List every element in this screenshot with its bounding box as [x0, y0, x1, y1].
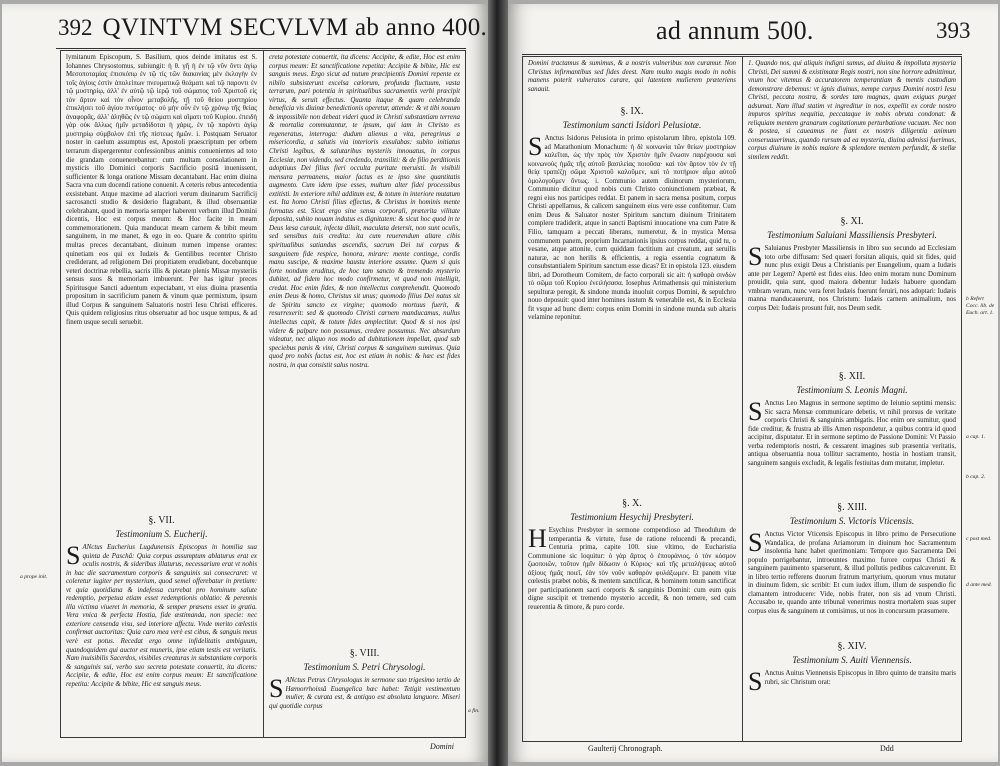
- right-col2-sec14-text: Anctus Auitus Viennensis Episcopus in libro quinto de transitu maris rubri, sic Christum orat:: [764, 670, 956, 686]
- drop-cap-xii: S: [748, 400, 763, 426]
- section-heading-xii: §. XII.: [838, 371, 866, 382]
- section-title-vii: Testimonium S. Eucherij.: [115, 529, 208, 539]
- section-heading-xiv: §. XIV.: [837, 641, 867, 652]
- book-gutter: [488, 0, 508, 766]
- drop-cap-xiv: S: [748, 670, 763, 696]
- right-header-rule: [522, 54, 962, 55]
- left-col2-opening-text: creta potestate conuertit, ita dicens: Accipite, & edite, Hoc est enim corpus meum: Et sanctificatione repetita: Accipite & bibite, Hic est sanguis meus. Ergo sicut ad nutum præcipientis Domini repente ex nihilo subsisterunt excelsa cælorum, profunda fluctuum, vasta terrarum, pari potentia in spiritualibus sacramentis verbi præcipit virtus, & seruit effectus. Quanta itaque & quam celebranda beneficia vis diuinæ benedictionis operetur, attende: & vt tibi nouum & impossibile non debeat videri quod in Christi substantiam terrena & mortalia commutantur, te ipsum, qui iam in Christo es regeneratus, interroga: dudum alienus a vita, peregrinus a misericordia, a salutis via interioris exsulabas: subito initiatus Christi legibus, & salutaribus mysteriis innouatus, in corpus Ecclesiæ, non videndo, sed credendo, transiliti: & de filio perditionis adoptiuus Dei filius fieri occulta puritate meruisti. In visibili mensura permanens, maior factus es te ipso sine quantitatis augmento. Cum idem ipse esses, multum alter fidei processibus extitisti. In exteriore nihil additum est, & totum in interiore mutatum est. Ita homo Christi filius effectus, & Christus in hominis mente formatus est. Sicut ergo sine sensu corporali, præterita vilitate deposita, subito nouam indutus es dignitatem: & sicut hoc quod in te Deus læsa curauit, infecta diluit, maculata detersit, non sunt oculis, sed sensibus tuis credita: ita cum reuerendum altare cibis spiritualibus satiandus ascendis, sacrum Dei tui corpus & sanguinem fide respice, honora, mirare: mente continge, cordis manu suscipe, & maxime haustu interiore assume. Quem si quis forte nondum eruditus, de hoc tam sancto & tremendo mysterio dubitet, ad fidem hoc modo confirmetur, vt quod non intelligit, credat. Hoc enim fides, & non intellectus comprehendit. Quomodo enim Deus & homo, Christus sit unus; quomodo filius Dei natus sit de Spiritu sancto ex virgine; quomodo mortuus fuerit, & resurrexerit: sed & quomodo Christi carnem manducamus, nullus intellectus capit, & totum fides amplectitur. Quod & si nos ipsi videre & palpare non possumus, credere possumus. Nec absurdum videatur, nec aliquo nos modo ad dubitationem impellat, quod sub speciebus panis & vini, Christi corpus & sanguinem sumimus. Quia quod pro nobis factus est, hoc est etiam in nobis: & hæc est fides nostra, in qua consistit salus nostra.: [269, 54, 460, 369]
- drop-cap-x: H: [528, 527, 547, 553]
- left-running-head: [58, 14, 487, 42]
- margin-note-4: c post med.: [966, 536, 992, 542]
- section-title-x: Testimonium Hesychij Presbyteri.: [570, 512, 694, 522]
- left-col1-opening-text: lymitanum Episcopum, S. Basilium, quos deinde imitatus est S. Iohannes Chrysostomus, subiungit: ἡ θ. γῆ ἡ ἐν τῷ νῦν ὄντι ἁγίῳ Μεσοποταμίας ἐπισκόπῳ ἐν τῷ τίς τῶν διακονίας μὲν ἐκλογὴν ἐν τοῖς ἁγίοις ἐστὶν ἀπολείπων πνευματικῷ θεάματι καὶ τῷ παροντι ἐν τῷ μυστηρίῳ, ἀλλ' ἐν αὐτῷ τῷ ἱερῷ τοῦ σώματος τοῦ Χριστοῦ εἰς τὸν ἄρτον καὶ τὸν οἶνον μεταβολῆς, τῇ τοῦ θείου μυστηρίου ἐπικλήσει τοῦ ἁγίου πνεύματος· οὐ μὴν οὖν ἐν τῷ χρόνῳ τῆς θείας ἀναφορᾶς, ἀλλ' ἀληθῶς ἐν τῷ σώματι καὶ αἵματι τοῦ Κυρίου. ἐπειδὴ γὰρ οὐκ ἄλλως ἡμῖν μεταδίδοται ἡ χάρις, ἐν τῷ παρόντι ἀγίῳ μυστηρίῳ σύμβολον ἐπὶ τῆς πίστεως ἡμῶν. i. Postquam Seruator noster in caelum assumptus est, Apostoli praescriptum per orbem terrarum dispergerentur confessionibus animis conuenientes ad toto die grandam conuenerebantur: cum multam consolationem in mysticis illo Dominici corporis Sacrificio positâ inuenissent, sufficienter & longa oratione Missam decantabant. Hac enim diuina Sacra vna cum docendi ratione conuenit. A ceteris rebus antecedentia exsistebant. Atque maxime ad alacriori verum diuinarum Sacrificij sacrosancti studio & desiderio flagrabant, & illud obseruantiæ celebrabant, quod in memoria semper haberent verbum illud Domini dicentis, Hoc est corpus meum: & Hoc facite in meam commemorationem. Quia manducat meam carnem & bibit meum sanguinem, in me manet, & ego in eo. Quare & contrito spiritu multas preces decantabant, diuinum numen impense orantes: quinetiam eos qui ex Iudæis & Gentilibus recenter Christo crediderant, ad religionem Dei propitiatem erudiebant, docebantque veteri doctrinæ rebellia, sacris illis & pietate plenis Missæ mysteriis sensus suos & memoriam imbuerunt. Per has igitur preces Spiritusque Sancti aduentum expectabant, vt eius diuina præsentia propositum in sacrificium panem & vinum quæ permixtum, ipsum illud Corpus & sanguinem Saluatoris nostri Iesu Christi efficeres. Quis quidem religiosius ritus obseruatur ad hoc usque tempus, & ad finem usque seculi seruebit.: [66, 54, 257, 326]
- right-col1-opening-text: Domini tractamus & sumimus, & a nostris vulneribus non curamur. Non Christus infirmantibus sed fides deest. Nam multo magis modo in nobis manens poterit vulneratos curare, qui latentem mulierem præteriens sanauit.: [528, 60, 736, 93]
- section-title-viii: Testimonium S. Petri Chrysologi.: [303, 662, 426, 672]
- right-column-divider: [742, 56, 743, 742]
- margin-note-1: b Refert Cocc. lib. de Euch. art. 1.: [966, 296, 995, 316]
- drop-cap-xi: S: [748, 245, 763, 271]
- left-running-title: QVINTVM SECVLVM ab anno 400.: [102, 14, 488, 41]
- left-catchword: Domini: [430, 742, 454, 751]
- margin-note-2: a cap. 1.: [966, 434, 986, 440]
- drop-cap-xiii: S: [748, 531, 763, 557]
- section-title-ix: Testimonium sancti Isidori Pelusiotæ.: [562, 120, 702, 130]
- right-running-head: [656, 16, 814, 46]
- right-column-2: [748, 60, 956, 738]
- drop-cap-ix: S: [528, 135, 543, 161]
- margin-note-5: d ante med.: [966, 582, 992, 588]
- section-heading-viii: §. VIII.: [349, 648, 380, 659]
- right-column-1: [528, 60, 736, 738]
- left-column-2: [269, 54, 460, 734]
- left-page: [2, 4, 488, 762]
- right-margin-note: a fin.: [468, 708, 480, 714]
- margin-note-3: b cap. 2.: [966, 474, 986, 480]
- left-col2-section-text: ANctus Petrus Chrysologus in sermone suo trigesimo tertio de Hæmorrhoissâ Euangelica hæc habet: Tetigit vestimentum mulier, & curata est, & antiquo est absoluta languore. Miseri qui quotidie corpus: [269, 677, 460, 710]
- right-footer-signature: Ddd: [880, 744, 894, 753]
- right-col2-sec12-text: Anctus Leo Magnus in sermone septimo de Ieiunio septimi mensis: Sic sacra Mensæ communicare debetis, vt nihil prorsus de veritate corporis Christi & sanguinis ambigatis. Hoc enim ore sumitur, quod fide creditur, & frustra ab illis Amen respondetur, a quibus contra id quod accipitur, disputatur. Et in sermone septimo de Passione Domini: Vt Passio verba redemptoris nostri, & cessarent imagines sub præsentia veritatis, antiqua obseruantia noua tollitur sacramento, hostia in hostiam transit, sanguinem sanguis excludit, & legalis festiuitas dum mutatur, impletur.: [748, 400, 956, 467]
- left-margin-note: a prope init.: [20, 574, 48, 580]
- section-title-xii: Testimonium S. Leonis Magni.: [796, 385, 908, 395]
- right-footer-left: Gaulterij Chronograph.: [588, 744, 663, 753]
- section-heading-xi: §. XI.: [840, 216, 864, 227]
- right-col1-sec9-text: Anctus Isidorus Pelusiota in primo epistolarum libro, epistola 109. ad Marathonium Monachum: ἡ δὲ κοινωνία τῶν θείων μυστηρίων καλεῖται, ὡς τὴν πρὸς τὸν Χριστὸν ἡμῖν ἕνωσιν παρέχουσα καὶ κοινωνοὺς ἡμᾶς τῆς αὐτοῦ βασιλείας ποιοῦσα· καὶ τὸν ἄρτον τὸν ἐν τῇ θείᾳ τραπέζῃ σῶμα Χριστοῦ καλοῦμεν, καὶ τὸ ποτήριον αἷμα αὐτοῦ ὁμολογοῦμεν ὄντως. i. Communio autem diuinorum mysteriorum, Communio dicitur quod nobis cum Christo coniunctionem præbeat, & regni eius nos participes reddat. Et panem in sacra mensa positum, corpus Christi appellamus, & calicem sanguinem eius vere esse confitemur. Cum enim Deus & Saluator noster Spiritum sanctum diuinum Trinitatem complere tradiderit, atque in sancti Baptismi inuocatione vna cum Patre & Filio, tamquam a peccati liberans, numeretur, & in mystica Mensa communem panem, proprium Incarnationis ipsius corpus reddat, quid tu, o vesane, atque attonite, cum quiddam factitium aut creatum, aut seruilis naturæ, ac non herilis & efficientis, a regia essentia cognatum & consubstantialem Spiritum sanctum esse dicas? Et in epistola 123. eiusdem libri, ad Dorotheum Comitem, de facto corporali sic ait: ἡ καθαρὰ σινδὼν τὸ σῶμα τοῦ Κυρίου ἐνειλήσασα. Iosephus Arimathensis qui ministerium sepulturæ peregit, & sindone munda inuoluit corpus Domini, & sepulchro nouo deposuit: quod inter homines iustum & venerabile est, & in Ecclesia fit vsque ad hunc diem: corpus enim Domini in sindone munda sub altaris velamine reponitur.: [528, 135, 736, 322]
- drop-cap-viii: S: [269, 677, 284, 703]
- right-col2-sec13-text: Anctus Victor Vticensis Episcopus in libro primo de Persecutione Wandalica, de profana Ariamorum in diuinum hoc Sacramentum insolentia hanc habet querimoniam: Tempore quo Sacramenta Dei populo porrigebantur, introeuntes maximo furore corpus Christi & sanguinem pauimento sparserunt, & illud pollutis pedibus calcaverunt. Et in libro tertio refferens duorum fratrum martyrium, quorum vnus mutatur in diuinum fidem, sic scribit: Et cum iudex illum, illum de suspendio fic clamantem introducere: Vide, nobis frater, non sis ad vnum Christi. Accusabo te, quando ante tribunal venerimus nostra mortalem suas super corpus eius & sanguinem ut comisimus, ut nos in concursum præsumere.: [748, 531, 956, 615]
- right-page: [508, 4, 998, 762]
- section-heading-x: §. X.: [622, 498, 642, 509]
- section-heading-vii: §. VII.: [148, 515, 175, 526]
- section-title-xiv: Testimonium S. Auiti Viennensis.: [792, 655, 912, 665]
- right-col1-sec10-text: Esychius Presbyter in sermone compendioso ad Theodulum de temperantia & virtute, fuse de ratione relucendi & precandi, Centuria prima, capite 100. siue vltimo, de Eucharistia Communione sic loquitur: ὁ γὰρ ἄρτος ὁ ἐπουράνιος, ὁ τὸν κόσμον ζωοποιῶν, τοῦτον ἡμῖν δίδωσιν ὁ Κύριος· καὶ τῆς μεταλήψεως αὐτοῦ ἀξίους ἡμᾶς ποιεῖ, ἐὰν τὸν νοῦν καθαρὸν φυλάξωμεν. Et panem vitæ cœlestis præbet nobis, & mentem sanctificat, & hominem totum sanctificat per participationem sacri corporis & sanguinis Domini: cum eum quis digne suscipit et tremendo mysterio accedit, & non temere, sed cum reuerentia & timore, & puro corde.: [528, 527, 736, 611]
- right-col2-opening-text: 1. Quando nos, qui aliquis indigni sumus, ad diuina & impolluta mysteria Christi, Dei summi & existimatæ Regis nostri, non sine horrore admittimur, vnum hoc vitemus & accuratorem temperantiam & mentis custodiam demonstrare debemus: vt ignis diuinus, nempe corpus Domini nostri Iesu Christi, peccata nostra, & sordes tam magnas, quam exiguas purget adsumat. Nam illud statim vt ingreditur in nos, expellit ex corde nostro impuros spiritus nequitia, peccataque in nobis obruta condonat: & reliquiam mentem granarum cogitationum perturbatione vacuam. Nec non & postea, si caueamus ne fiant ex nostris diligentia animum conseruauerimus, quando rursum ad ea mysteria, diuina admissi fuerimus, corpus diuinum in nobis maiore & splendore mentem perfundit, & stellæ similem reddit.: [748, 60, 956, 162]
- drop-cap-vii: S: [66, 544, 81, 570]
- section-title-xiii: Testimonium S. Victoris Vticensis.: [789, 516, 915, 526]
- right-page-number-wrap: [936, 18, 971, 44]
- right-col2-sec11-text: Saluianus Presbyter Massiliensis in libro suo secundo ad Ecclesiam toto orbe diffusam: Sed quaeri forsitan aliquis, quid sit fides, quid nunc plus exigit Deus a Christianis per Euangelium, quam a Iudæis ante per Legem? Apertè est fides eius. Ideo enim moram nunc Dominum prouidit, quia sunt, quod maiora debentur Iudæis habuere quondam vmbram veram, nunc vera feret Iudæis fuerunt feruiri, nos adoptari: Iudæis manna manducauerunt, nos Christum: Iudæis carnem animalium, nos corpus Dei: Iudæis prosunt fuit, nos Deum sedit.: [748, 245, 956, 312]
- section-heading-xiii: §. XIII.: [837, 502, 867, 513]
- left-column-divider: [263, 50, 264, 738]
- right-page-number: 393: [936, 18, 971, 43]
- left-col1-section-text: ANctus Eucherius Lugdunensis Episcopus in homilia sua quinta de Paschâ: Quia corpus assumptum ablaturus erat ex oculis nostris, & sideribus illaturus, necessarium erat vt nobis in hac die sacramentum corporis & sanguinis sui consecraret: vt coleretur iugiter per mysterium, quod semel offerebatur in pretium: vt quia quotidiana & indefessa currebat pro hominum salute redemptio, perpetua etiam esset redemptionis oblatio: & perennis illa victima viueret in memoria, & semper præsens esset in gratia. Vera vnica & perfecta Hostia, fide æstimanda, non specie: nec exteriore censenda visu, sed interiore affectu. Vnde merito cœlestis confirmat auctoritas: Quia caro mea verè est cibus, & sanguis meus verè est potus. Recedat ergo omne infidelitatis ambiguum, quandoquidem qui auctor est muneris, ipse etiam testis est veritatis. Nam inuisibilis Sacerdos, visibiles creaturas in substantiam corporis & sanguinis sui, verbo suo secreta potestate conuertit, ita dicens: Accipite, & edite, Hoc est enim corpus meum: Et sanctificatione repetita: Accipite & bibite, Hic est sanguis meus.: [66, 544, 257, 688]
- left-header-rule: [56, 48, 466, 49]
- section-title-xi: Testimonium Saluiani Massiliensis Presbyteri.: [767, 230, 937, 240]
- right-running-title: ad annum 500.: [656, 16, 814, 45]
- section-heading-ix: §. IX.: [620, 106, 644, 117]
- left-page-number: 392: [58, 15, 93, 40]
- left-column-1: [66, 54, 257, 734]
